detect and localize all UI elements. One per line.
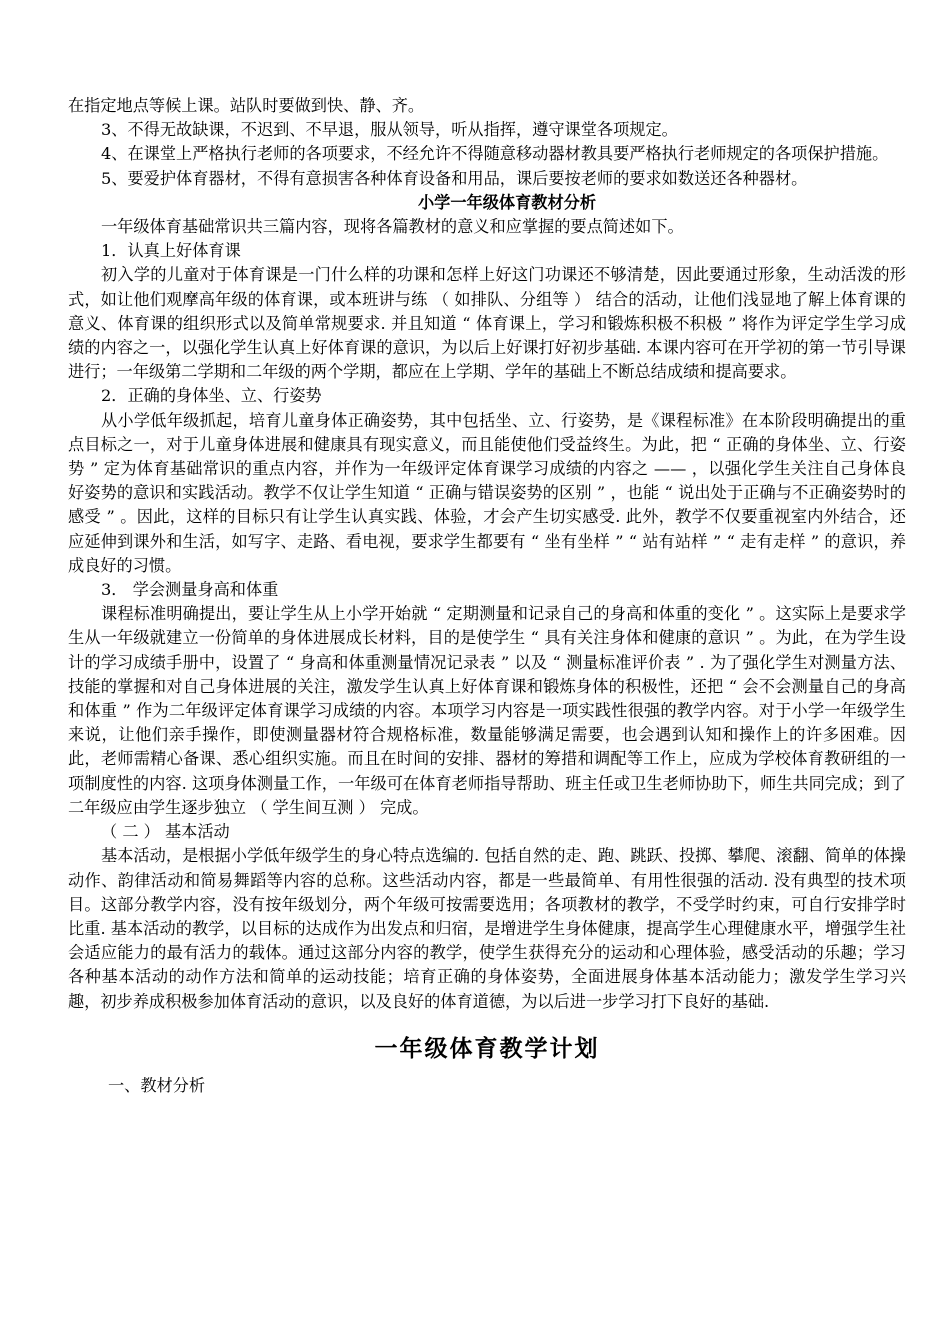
- subheading-2: 2．正确的身体坐、立、行姿势: [101, 386, 322, 406]
- rule-item-3: 3、不得无故缺课，不迟到、不早退，服从领导，听从指挥，遵守课堂各项规定。: [101, 120, 678, 140]
- section-1-heading: 一、教材分析: [108, 1075, 206, 1095]
- document-page: [68, 94, 906, 1098]
- paragraph-posture: 从小学低年级抓起，培育儿童身体正确姿势，其中包括坐、立、行姿势，是《课程标准》在本阶段明确提出的重点目标之一，对于儿童身体进展和健康具有现实意义，而且能使他们受益终生。为此，把 “ 正确的身体坐、立、行姿势 ” 定为体育基础常识的重点内容，并作为一年级评定体育课学习成绩的内容之 —— ，以强化学生关注自己身体良好姿势的意识和实践活动。教学不仅让学生知道 “ 正确与错误姿势的区别 ” ，也能 “ 说出处于正确与不正确姿势时的感受 ” 。因此，这样的目标只有让学生认真实践、体验，才会产生切实感受. 此外，教学不仅要重视室内外结合，还应延伸到课外和生活，如写字、走路、看电视，要求学生都要有 “ 坐有坐样 ” “ 站有站样 ” “ 走有走样 ” 的意识，养成良好的习惯。: [68, 410, 906, 575]
- rule-item-4: 4、在课堂上严格执行老师的各项要求，不经允许不得随意移动器材教具要严格执行老师规定的各项保护措施。: [101, 144, 889, 164]
- paragraph-pe-class: 初入学的儿童对于体育课是一门什么样的功课和怎样上好这门功课还不够清楚，因此要通过形象，生动活泼的形式，如让他们观摩高年级的体育课，或本班讲与练 （ 如排队、分组等 ） 结合的活动，让他们浅显地了解上体育课的意义、体育课的组织形式以及简单常规要求. 并且知道 “ 体育课上，学习和锻炼积极不积极 ” 将作为评定学生学习成绩的内容之一，以强化学生认真上好体育课的意识，为以后上好课打好初步基础. 本课内容可在开学初的第一节引导课进行；一年级第二学期和二年级的两个学期，都应在上学期、学年的基础上不断总结成绩和提高要求。: [68, 265, 906, 382]
- paragraph-intro: 在指定地点等候上课。站队时要做到快、静、齐。: [68, 96, 425, 115]
- rule-item-5: 5、要爱护体育器材，不得有意损害各种体育设备和用品，课后要按老师的要求如数送还各种器材。: [101, 168, 808, 188]
- subheading-3: 3． 学会测量身高和体重: [101, 580, 279, 600]
- section-heading-analysis: 小学一年级体育教材分析: [417, 192, 597, 212]
- subheading-1: 1．认真上好体育课: [101, 241, 241, 261]
- paragraph-overview: 一年级体育基础常识共三篇内容，现将各篇教材的意义和应掌握的要点简述如下。: [101, 217, 684, 237]
- paragraph-basic-activities: 基本活动，是根据小学低年级学生的身心特点选编的. 包括自然的走、跑、跳跃、投掷、攀爬、滚翻、简单的体操动作、韵律活动和简易舞蹈等内容的总称。这些活动内容，都是一些最简单、有用性很强的活动. 没有典型的技术项目。这部分教学内容，没有按年级划分，两个年级可按需要选用；各项教材的教学，不受学时约束，可自行安排学时比重. 基本活动的教学，以目标的达成作为出发点和归宿，是增进学生身体健康，提高学生心理健康水平，增强学生社会适应能力的最有活力的载体。通过这部分内容的教学，使学生获得充分的运动和心理体验，感受活动的乐趣；学习各种基本活动的动作方法和简单的运动技能；培育正确的身体姿势，全面进展身体基本活动能力；激发学生学习兴趣，初步养成积极参加体育活动的意识，以及良好的体育道德，为以后进一步学习打下良好的基础.: [68, 846, 906, 1011]
- subheading-basic-activities: （ 二 ） 基本活动: [101, 822, 230, 842]
- paragraph-measurement: 课程标准明确提出，要让学生从上小学开始就 “ 定期测量和记录自己的身高和体重的变化 ” 。这实际上是要求学生从一年级就建立一份简单的身体进展成长材料，目的是使学生 “ 具有关注身体和健康的意识 ” 。为此，在为学生设计的学习成绩手册中，设置了 “ 身高和体重测量情况记录表 ” 以及 “ 测量标准评价表 ” . 为了强化学生对测量方法、技能的掌握和对自己身体进展的关注，激发学生认真上好体育课和锻炼身体的积极性，还把 “ 会不会测量自己的身高和体重 ” 作为二年级评定体育课学习成绩的内容。本项学习内容是一项实践性很强的教学内容。对于小学一年级学生来说，让他们亲手操作，即使测量器材符合规格标准，数量能够满足需要，也会遇到认知和操作上的许多困难。因此，老师需精心备课、悉心组织实施。而且在时间的安排、器材的筹措和调配等工作上，应成为学校体育教研组的一项制度性的内容. 这项身体测量工作，一年级可在体育老师指导帮助、班主任或卫生老师协助下，师生共同完成；到了二年级应由学生逐步独立 （ 学生间互测 ） 完成。: [68, 604, 906, 817]
- page-title-plan: 一年级体育教学计划: [374, 1034, 600, 1062]
